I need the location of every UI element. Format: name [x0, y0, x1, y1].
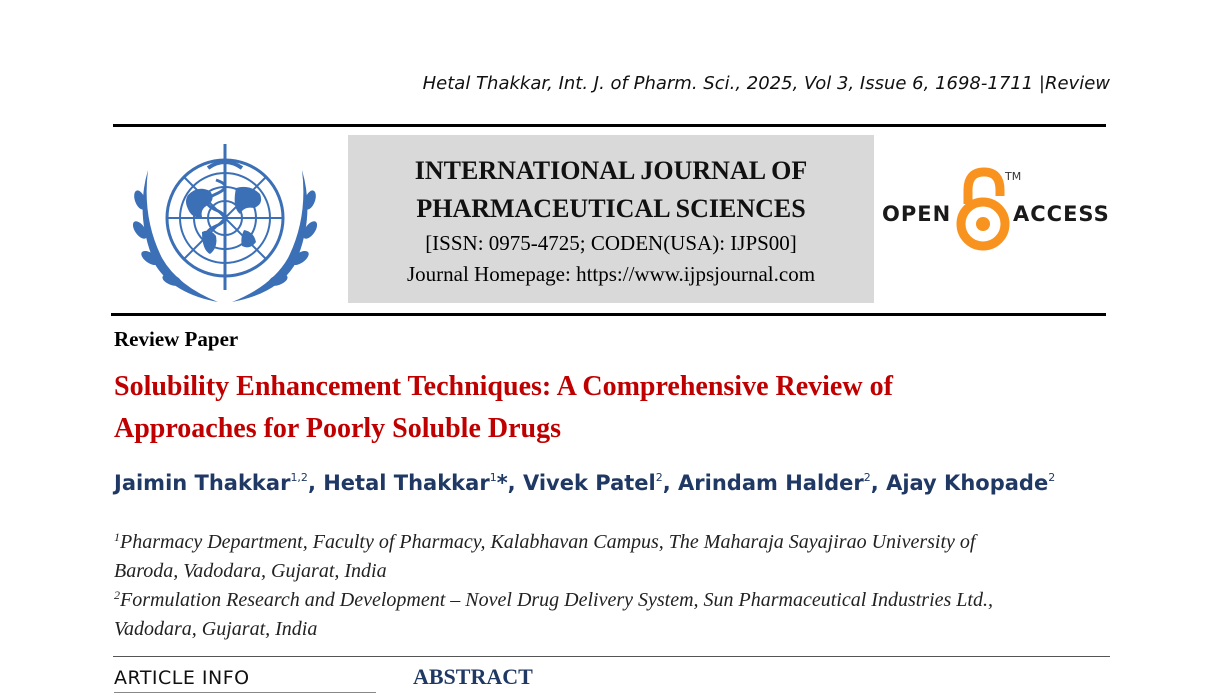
affiliation-1 — [114, 523, 1104, 586]
author-affiliation-sup: 1,2 — [290, 471, 308, 484]
journal-name-line2: PHARMACEUTICAL SCIENCES — [416, 194, 806, 223]
trademark-mark: TM — [1005, 170, 1022, 183]
journal-name-line1: INTERNATIONAL JOURNAL OF — [414, 156, 808, 185]
author-affiliation-sup: 1 — [489, 471, 497, 484]
author-affiliation-sup: 2 — [655, 471, 663, 484]
affiliation-2 — [114, 581, 1104, 644]
journal-issn: [ISSN: 0975-4725; CODEN(USA): IJPS00] — [425, 231, 797, 255]
article-info-heading: ARTICLE INFO — [114, 667, 250, 689]
article-title-line2: Approaches for Poorly Soluble Drugs — [114, 413, 561, 444]
open-access-open-text: OPEN — [882, 202, 952, 226]
article-title-line1: Solubility Enhancement Techniques: A Comprehensive Review of — [114, 371, 893, 402]
affiliation-number: 2 — [114, 588, 120, 602]
journal-homepage[interactable]: Journal Homepage: https://www.ijpsjournal.com — [406, 262, 816, 286]
author-list — [114, 471, 1055, 495]
article-title — [114, 366, 1074, 450]
author-name[interactable]: Jaimin Thakkar — [114, 471, 291, 495]
author-name[interactable]: Hetal Thakkar — [323, 471, 490, 495]
affiliation-line: Baroda, Vadodara, Gujarat, India — [114, 560, 387, 582]
author-name[interactable]: Arindam Halder — [678, 471, 864, 495]
open-access-access-text: ACCESS — [1013, 202, 1110, 226]
author-separator: , — [662, 471, 679, 495]
affiliation-line: Formulation Research and Development – Novel Drug Delivery System, Sun Pharmaceutical Industries Ltd., — [120, 589, 993, 611]
affiliation-line: Pharmacy Department, Faculty of Pharmacy, Kalabhavan Campus, The Maharaja Sayajirao University of — [120, 531, 976, 553]
corresponding-author-mark: * — [496, 471, 508, 495]
author-name[interactable]: Ajay Khopade — [886, 471, 1049, 495]
journal-masthead — [348, 135, 874, 303]
affiliation-line: Vadodara, Gujarat, India — [114, 618, 318, 640]
section-divider — [113, 656, 1110, 657]
author-separator: , — [507, 471, 523, 495]
author-separator: , — [307, 471, 324, 495]
affiliation-number: 1 — [114, 530, 120, 544]
abstract-heading: ABSTRACT — [413, 664, 533, 689]
journal-name — [348, 152, 874, 228]
author-affiliation-sup: 2 — [863, 471, 871, 484]
un-emblem-icon — [126, 140, 324, 305]
header-rule-bottom — [111, 313, 1106, 316]
author-name[interactable]: Vivek Patel — [522, 471, 656, 495]
running-head: Hetal Thakkar, Int. J. of Pharm. Sci., 2025, Vol 3, Issue 6, 1698-1711 |Review — [422, 73, 1110, 94]
author-separator: , — [870, 471, 887, 495]
article-info-underline — [114, 692, 376, 693]
author-affiliation-sup: 2 — [1048, 471, 1056, 484]
paper-type: Review Paper — [114, 327, 239, 351]
header-rule-top — [113, 124, 1106, 127]
